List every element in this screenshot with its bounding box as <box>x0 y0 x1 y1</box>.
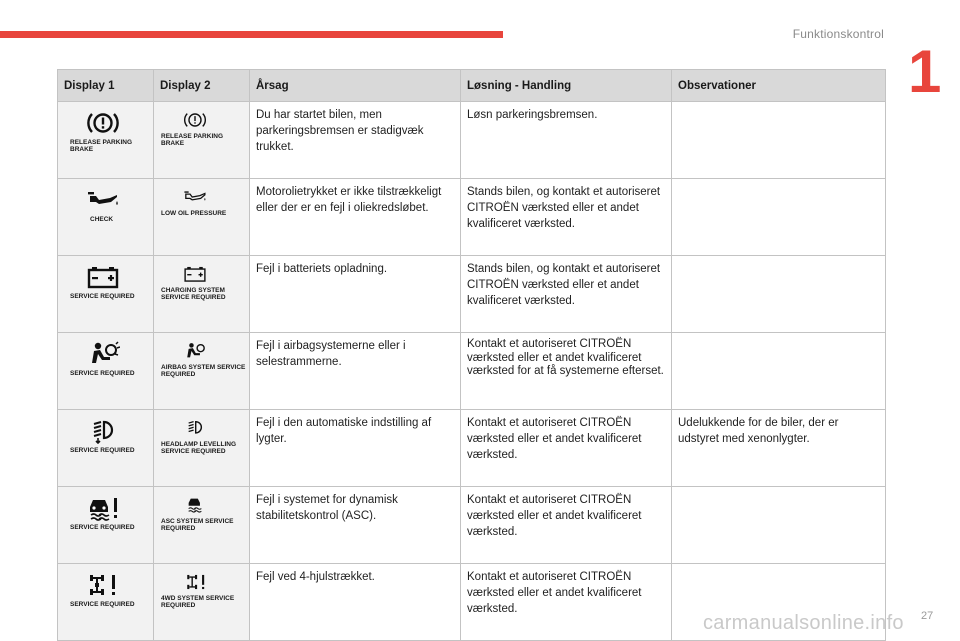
airbag-icon <box>86 341 120 367</box>
cause-cell: Fejl i airbagsystemerne eller i selestrammerne. <box>250 333 461 410</box>
cause-cell: Fejl i batteriets opladning. <box>250 256 461 333</box>
display2-cell <box>154 564 250 641</box>
display2-label: LOW OIL PRESSURE <box>161 210 227 217</box>
cause-cell: Fejl i den automatiske indstilling af lygter. <box>250 410 461 487</box>
display2-label: ASC SYSTEM SERVICE REQUIRED <box>161 518 234 532</box>
solution-cell: Kontakt et autoriseret CITROËN værksted eller et andet kvalificeret værksted. <box>461 410 672 487</box>
display1-cell <box>58 179 154 256</box>
4wd-icon <box>183 572 207 592</box>
display1-cell <box>58 256 154 333</box>
display1-cell <box>58 487 154 564</box>
display2-label: AIRBAG SYSTEM SERVICE REQUIRED <box>161 364 246 378</box>
column-header-cause: Årsag <box>250 70 461 102</box>
column-header-observations: Observationer <box>672 70 886 102</box>
battery-icon <box>183 264 207 284</box>
observation-cell <box>672 256 886 333</box>
table-row <box>58 333 886 410</box>
table-row <box>58 256 886 333</box>
display2-cell <box>154 333 250 410</box>
cause-cell: Fejl i systemet for dynamisk stabilitetskontrol (ASC). <box>250 487 461 564</box>
table-header-row <box>58 70 886 102</box>
solution-cell: Stands bilen, og kontakt et autoriseret CITROËN værksted eller et andet kvalificeret værksted. <box>461 179 672 256</box>
solution-cell: Kontakt et autoriseret CITROËN værksted eller et andet kvalificeret værksted. <box>461 487 672 564</box>
asc-skid-icon <box>183 495 207 515</box>
solution-cell: Løsn parkeringsbremsen. <box>461 102 672 179</box>
table-row <box>58 102 886 179</box>
headlamp-leveling-icon <box>86 418 120 444</box>
page-number: 27 <box>921 610 934 622</box>
asc-skid-icon <box>86 495 120 521</box>
cause-cell: Fejl ved 4-hjulstrækket. <box>250 564 461 641</box>
display2-label: CHARGING SYSTEM SERVICE REQUIRED <box>161 287 226 301</box>
header-accent-bar <box>0 31 503 38</box>
airbag-icon <box>183 341 207 361</box>
table-row <box>58 179 886 256</box>
battery-icon <box>86 264 120 290</box>
cause-cell: Du har startet bilen, men parkeringsbremsen er stadigvæk trukket. <box>250 102 461 179</box>
oil-can-icon <box>183 187 207 207</box>
display1-label: SERVICE REQUIRED <box>70 447 135 454</box>
display2-cell <box>154 179 250 256</box>
watermark-text: carmanualsonline.info <box>703 612 904 634</box>
headlamp-leveling-icon <box>183 418 207 438</box>
display2-label: HEADLAMP LEVELLING SERVICE REQUIRED <box>161 441 236 455</box>
parking-brake-icon <box>86 110 120 136</box>
display2-label: RELEASE PARKING BRAKE <box>161 133 223 147</box>
column-header-display2: Display 2 <box>154 70 250 102</box>
display2-cell <box>154 487 250 564</box>
section-title: Funktionskontrol <box>792 27 884 41</box>
observation-cell <box>672 487 886 564</box>
display2-cell <box>154 410 250 487</box>
display1-label: SERVICE REQUIRED <box>70 293 135 300</box>
display2-cell <box>154 102 250 179</box>
display1-cell <box>58 564 154 641</box>
column-header-solution: Løsning - Handling <box>461 70 672 102</box>
display2-cell <box>154 256 250 333</box>
table-row <box>58 410 886 487</box>
display1-cell <box>58 410 154 487</box>
table-row <box>58 487 886 564</box>
chapter-number: 1 <box>908 38 942 105</box>
cause-cell: Motorolietrykket er ikke tilstrækkeligt eller der er en fejl i oliekredsløbet. <box>250 179 461 256</box>
column-header-display1: Display 1 <box>58 70 154 102</box>
observation-cell <box>672 333 886 410</box>
solution-cell: Kontakt et autoriseret CITROËN værksted eller et andet kvalificeret værksted for at få systemerne efterset. <box>461 333 672 410</box>
solution-cell: Stands bilen, og kontakt et autoriseret CITROËN værksted eller et andet kvalificeret værksted. <box>461 256 672 333</box>
parking-brake-icon <box>183 110 207 130</box>
display2-label: 4WD SYSTEM SERVICE REQUIRED <box>161 595 235 609</box>
display1-label: RELEASE PARKING BRAKE <box>70 139 132 153</box>
display1-label: SERVICE REQUIRED <box>70 370 135 377</box>
solution-cell: Kontakt et autoriseret CITROËN værksted eller et andet kvalificeret værksted. <box>461 564 672 641</box>
4wd-icon <box>86 572 120 598</box>
observation-cell <box>672 102 886 179</box>
warning-lights-table <box>57 69 886 641</box>
display1-cell <box>58 333 154 410</box>
observation-cell: Udelukkende for de biler, der er udstyret med xenonlygter. <box>672 410 886 487</box>
display1-label: SERVICE REQUIRED <box>70 601 135 608</box>
observation-cell <box>672 179 886 256</box>
display1-label: CHECK <box>90 216 114 223</box>
display1-label: SERVICE REQUIRED <box>70 524 135 531</box>
oil-can-icon <box>86 187 120 213</box>
display1-cell <box>58 102 154 179</box>
